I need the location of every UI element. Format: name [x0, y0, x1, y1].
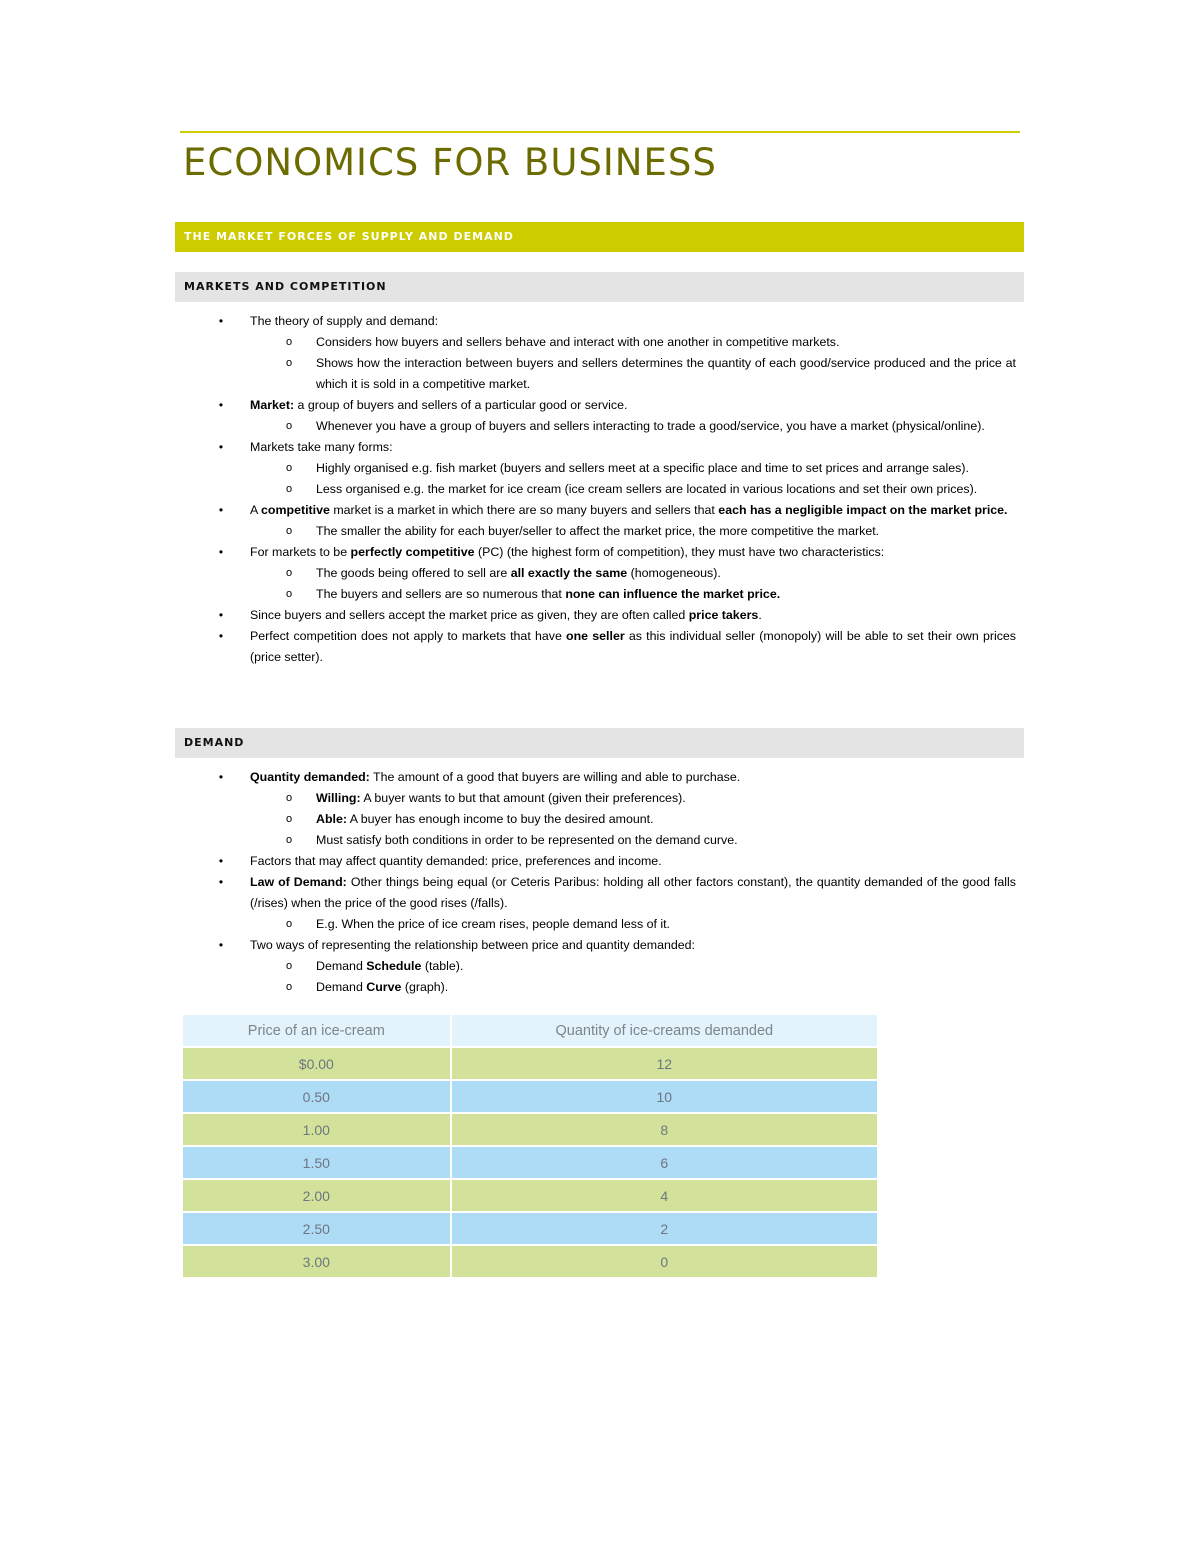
- list-item: o Able: A buyer has enough income to buy the desired amount.: [175, 809, 1024, 830]
- circle-bullet-icon: o: [285, 918, 293, 930]
- price-cell: $0.00: [183, 1046, 450, 1079]
- list-item: • Factors that may affect quantity demanded: price, preferences and income.: [175, 851, 1024, 872]
- circle-bullet-icon: o: [285, 525, 293, 537]
- circle-bullet-icon: o: [285, 960, 293, 972]
- bullet-icon: •: [218, 854, 224, 868]
- bullet-icon: •: [218, 770, 224, 784]
- bullet-icon: •: [218, 314, 224, 328]
- circle-bullet-icon: o: [285, 420, 293, 432]
- demand-schedule-table: [183, 1015, 877, 1277]
- list-item: o Highly organised e.g. fish market (buyers and sellers meet at a specific place and time to set prices and arrange sales).: [175, 458, 1024, 479]
- table-row: [183, 1112, 877, 1145]
- circle-bullet-icon: o: [285, 483, 293, 495]
- circle-bullet-icon: o: [285, 462, 293, 474]
- table-header-row: [183, 1015, 877, 1046]
- list-item: o Demand Curve (graph).: [175, 977, 1024, 998]
- bullet-icon: •: [218, 440, 224, 454]
- list-item: o Willing: A buyer wants to but that amount (given their preferences).: [175, 788, 1024, 809]
- quantity-cell: 12: [450, 1046, 877, 1079]
- list-item: • Markets take many forms:: [175, 437, 1024, 458]
- list-item: • Quantity demanded: The amount of a good that buyers are willing and able to purchase.: [175, 767, 1024, 788]
- price-cell: 1.00: [183, 1112, 450, 1145]
- table-row: [183, 1145, 877, 1178]
- circle-bullet-icon: o: [285, 336, 293, 348]
- demand-list: [175, 767, 1024, 998]
- bullet-icon: •: [218, 398, 224, 412]
- circle-bullet-icon: o: [285, 792, 293, 804]
- quantity-cell: 10: [450, 1079, 877, 1112]
- list-item: • Market: a group of buyers and sellers of a particular good or service.: [175, 395, 1024, 416]
- circle-bullet-icon: o: [285, 834, 293, 846]
- price-cell: 1.50: [183, 1145, 450, 1178]
- bullet-icon: •: [218, 875, 224, 889]
- top-rule: [180, 131, 1020, 133]
- list-item: • Two ways of representing the relationship between price and quantity demanded:: [175, 935, 1024, 956]
- list-item: o E.g. When the price of ice cream rises, people demand less of it.: [175, 914, 1024, 935]
- table-row: [183, 1244, 877, 1277]
- bullet-icon: •: [218, 938, 224, 952]
- list-item: o The goods being offered to sell are all exactly the same (homogeneous).: [175, 563, 1024, 584]
- list-item: o Considers how buyers and sellers behave and interact with one another in competitive markets.: [175, 332, 1024, 353]
- circle-bullet-icon: o: [285, 813, 293, 825]
- quantity-cell: 6: [450, 1145, 877, 1178]
- list-item: • Since buyers and sellers accept the market price as given, they are often called price takers.: [175, 605, 1024, 626]
- column-header-price: Price of an ice-cream: [183, 1015, 450, 1046]
- markets-list: [175, 311, 1024, 668]
- quantity-cell: 2: [450, 1211, 877, 1244]
- table-row: [183, 1079, 877, 1112]
- quantity-cell: 8: [450, 1112, 877, 1145]
- list-item: • Perfect competition does not apply to markets that have one seller as this individual seller (monopoly) will be able to set their own prices (price setter).: [175, 626, 1024, 668]
- list-item: o Less organised e.g. the market for ice cream (ice cream sellers are located in various locations and set their own prices).: [175, 479, 1024, 500]
- list-item: • Law of Demand: Other things being equal (or Ceteris Paribus: holding all other factors constant), the quantity demanded of the good falls (/rises) when the price of the good rises (/falls).: [175, 872, 1024, 914]
- section-heading-demand: DEMAND: [175, 728, 1024, 758]
- section-heading-markets: MARKETS AND COMPETITION: [175, 272, 1024, 302]
- bullet-icon: •: [218, 608, 224, 622]
- document-title: ECONOMICS FOR BUSINESS: [183, 141, 717, 184]
- bullet-icon: •: [218, 503, 224, 517]
- list-item: o Must satisfy both conditions in order to be represented on the demand curve.: [175, 830, 1024, 851]
- table-row: [183, 1046, 877, 1079]
- section-heading-supply-demand: THE MARKET FORCES OF SUPPLY AND DEMAND: [175, 222, 1024, 252]
- list-item: • The theory of supply and demand:: [175, 311, 1024, 332]
- circle-bullet-icon: o: [285, 567, 293, 579]
- bullet-icon: •: [218, 629, 224, 643]
- list-item: o The buyers and sellers are so numerous that none can influence the market price.: [175, 584, 1024, 605]
- circle-bullet-icon: o: [285, 981, 293, 993]
- list-item: • A competitive market is a market in which there are so many buyers and sellers that each has a negligible impact on the market price.: [175, 500, 1024, 521]
- price-cell: 3.00: [183, 1244, 450, 1277]
- list-item: o Demand Schedule (table).: [175, 956, 1024, 977]
- price-cell: 2.50: [183, 1211, 450, 1244]
- list-item: • For markets to be perfectly competitive (PC) (the highest form of competition), they must have two characteristics:: [175, 542, 1024, 563]
- table-row: [183, 1211, 877, 1244]
- circle-bullet-icon: o: [285, 357, 293, 369]
- quantity-cell: 4: [450, 1178, 877, 1211]
- quantity-cell: 0: [450, 1244, 877, 1277]
- bullet-icon: •: [218, 545, 224, 559]
- list-item: o Whenever you have a group of buyers and sellers interacting to trade a good/service, you have a market (physical/online).: [175, 416, 1024, 437]
- list-item: o Shows how the interaction between buyers and sellers determines the quantity of each good/service produced and the price at which it is sold in a competitive market.: [175, 353, 1024, 395]
- column-header-quantity: Quantity of ice-creams demanded: [450, 1015, 877, 1046]
- list-item: o The smaller the ability for each buyer/seller to affect the market price, the more competitive the market.: [175, 521, 1024, 542]
- table-row: [183, 1178, 877, 1211]
- circle-bullet-icon: o: [285, 588, 293, 600]
- price-cell: 2.00: [183, 1178, 450, 1211]
- price-cell: 0.50: [183, 1079, 450, 1112]
